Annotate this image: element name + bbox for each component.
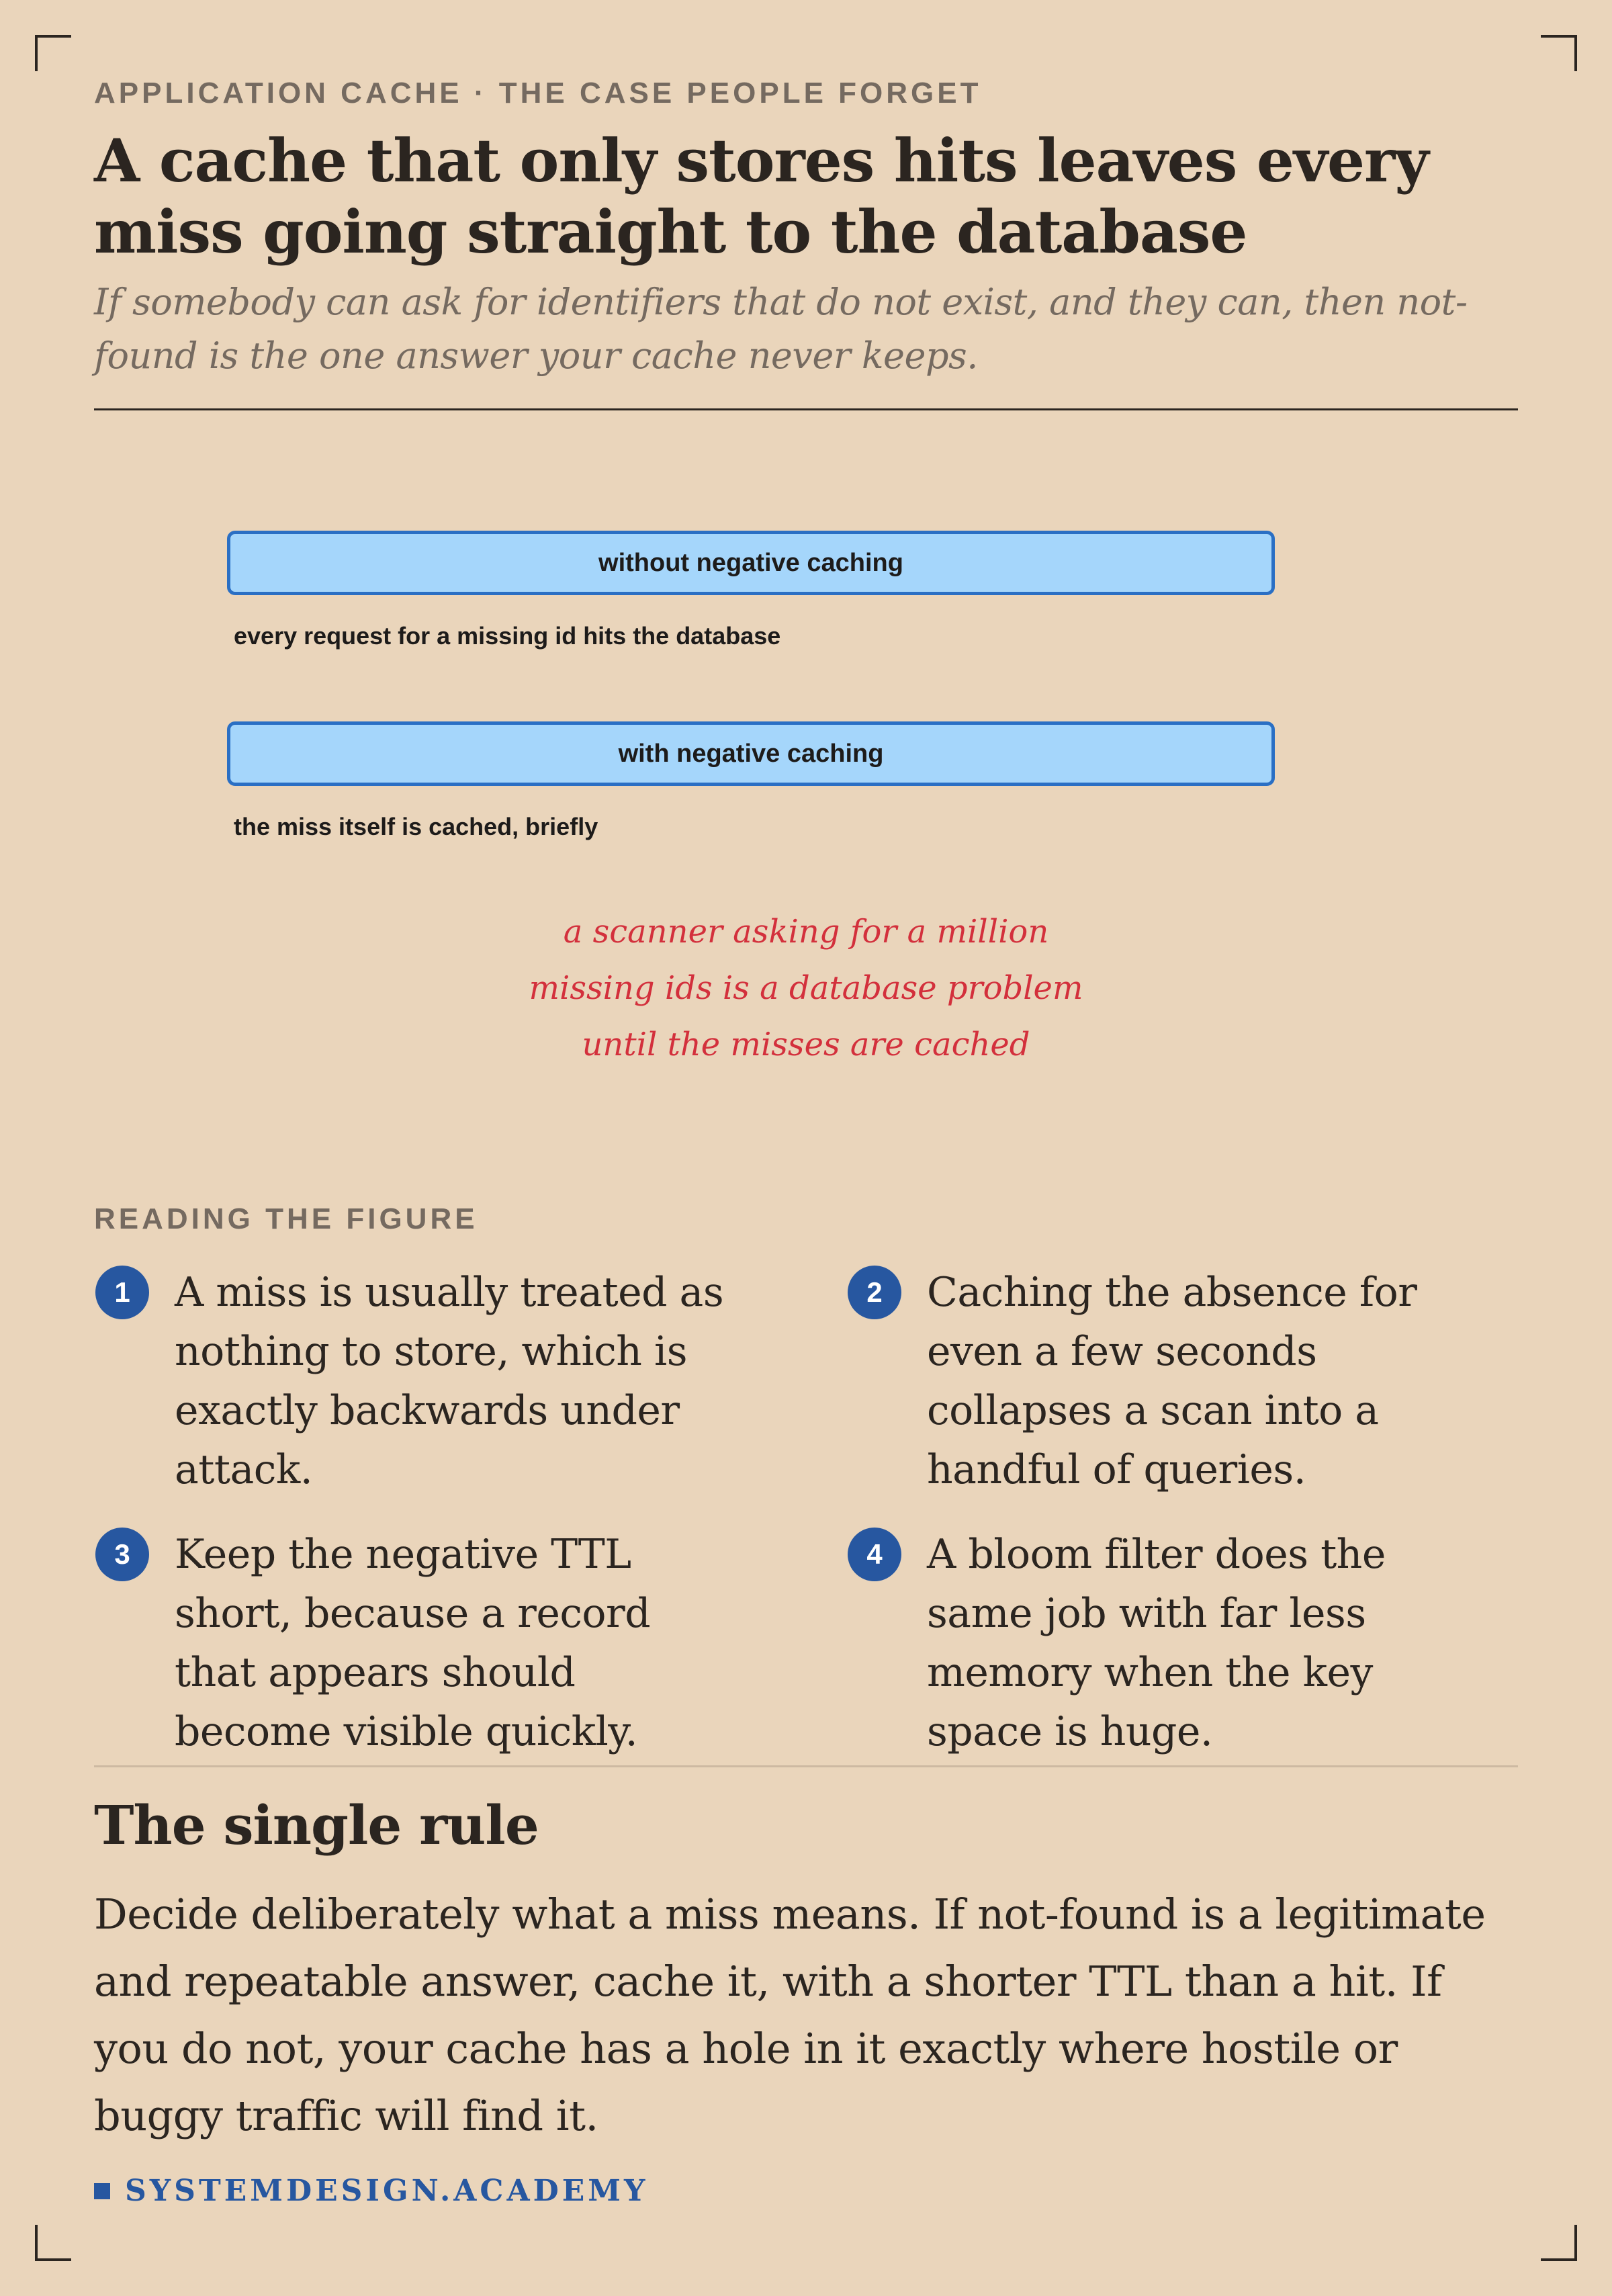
- band-with-negative-caching: [227, 721, 1275, 786]
- annotation-line: until the misses are cached: [582, 1026, 1030, 1063]
- band-note: every request for a missing id hits the database: [234, 622, 781, 650]
- corner-mark-top-right: [1541, 35, 1577, 71]
- annotation-line: missing ids is a database problem: [529, 969, 1083, 1007]
- section-label: READING THE FIGURE: [94, 1202, 478, 1235]
- band-label: without negative caching: [598, 548, 903, 577]
- header-divider: [94, 408, 1518, 410]
- rule-heading: The single rule: [94, 1794, 539, 1857]
- band-without-negative-caching: [227, 531, 1275, 595]
- rule-body: Decide deliberately what a miss means. If not-found is a legitimate and repeatable answer, cache it, with a shorter TTL than a hit. If you do not, your cache has a hole in it exactly where hostile or buggy traffic will find it.: [94, 1890, 1486, 2140]
- brand-square-icon: [94, 2183, 110, 2199]
- eyebrow: APPLICATION CACHE · THE CASE PEOPLE FORGET: [94, 77, 982, 109]
- section-divider: [94, 1765, 1518, 1767]
- page-subtitle: If somebody can ask for identifiers that do not exist, and they can, then not-found is the one answer your cache never keeps.: [94, 281, 1468, 377]
- diagram-annotation: [94, 903, 1518, 1073]
- brand-name: SYSTEMDESIGN.ACADEMY: [125, 2174, 649, 2208]
- corner-mark-bottom-right: [1541, 2225, 1577, 2261]
- page-title: A cache that only stores hits leaves every miss going straight to the database: [94, 126, 1429, 267]
- corner-mark-top-left: [35, 35, 71, 71]
- point-number-badge: 2: [848, 1266, 901, 1319]
- point-number-badge: 4: [848, 1528, 901, 1581]
- point-text: A miss is usually treated as nothing to store, which is exactly backwards under attack.: [175, 1269, 724, 1493]
- band-label: with negative caching: [618, 739, 884, 768]
- point-number-badge: 3: [95, 1528, 149, 1581]
- point-number-badge: 1: [95, 1266, 149, 1319]
- point-text: Caching the absence for even a few seconds collapses a scan into a handful of queries.: [927, 1269, 1417, 1493]
- corner-mark-bottom-left: [35, 2225, 71, 2261]
- point-text: Keep the negative TTL short, because a record that appears should become visible quickly.: [175, 1531, 651, 1755]
- band-note: the miss itself is cached, briefly: [234, 813, 598, 840]
- diagram: [94, 524, 1518, 1102]
- annotation-line: a scanner asking for a million: [563, 913, 1049, 951]
- point-text: A bloom filter does the same job with far less memory when the key space is huge.: [927, 1531, 1386, 1755]
- brand[interactable]: [94, 2174, 648, 2208]
